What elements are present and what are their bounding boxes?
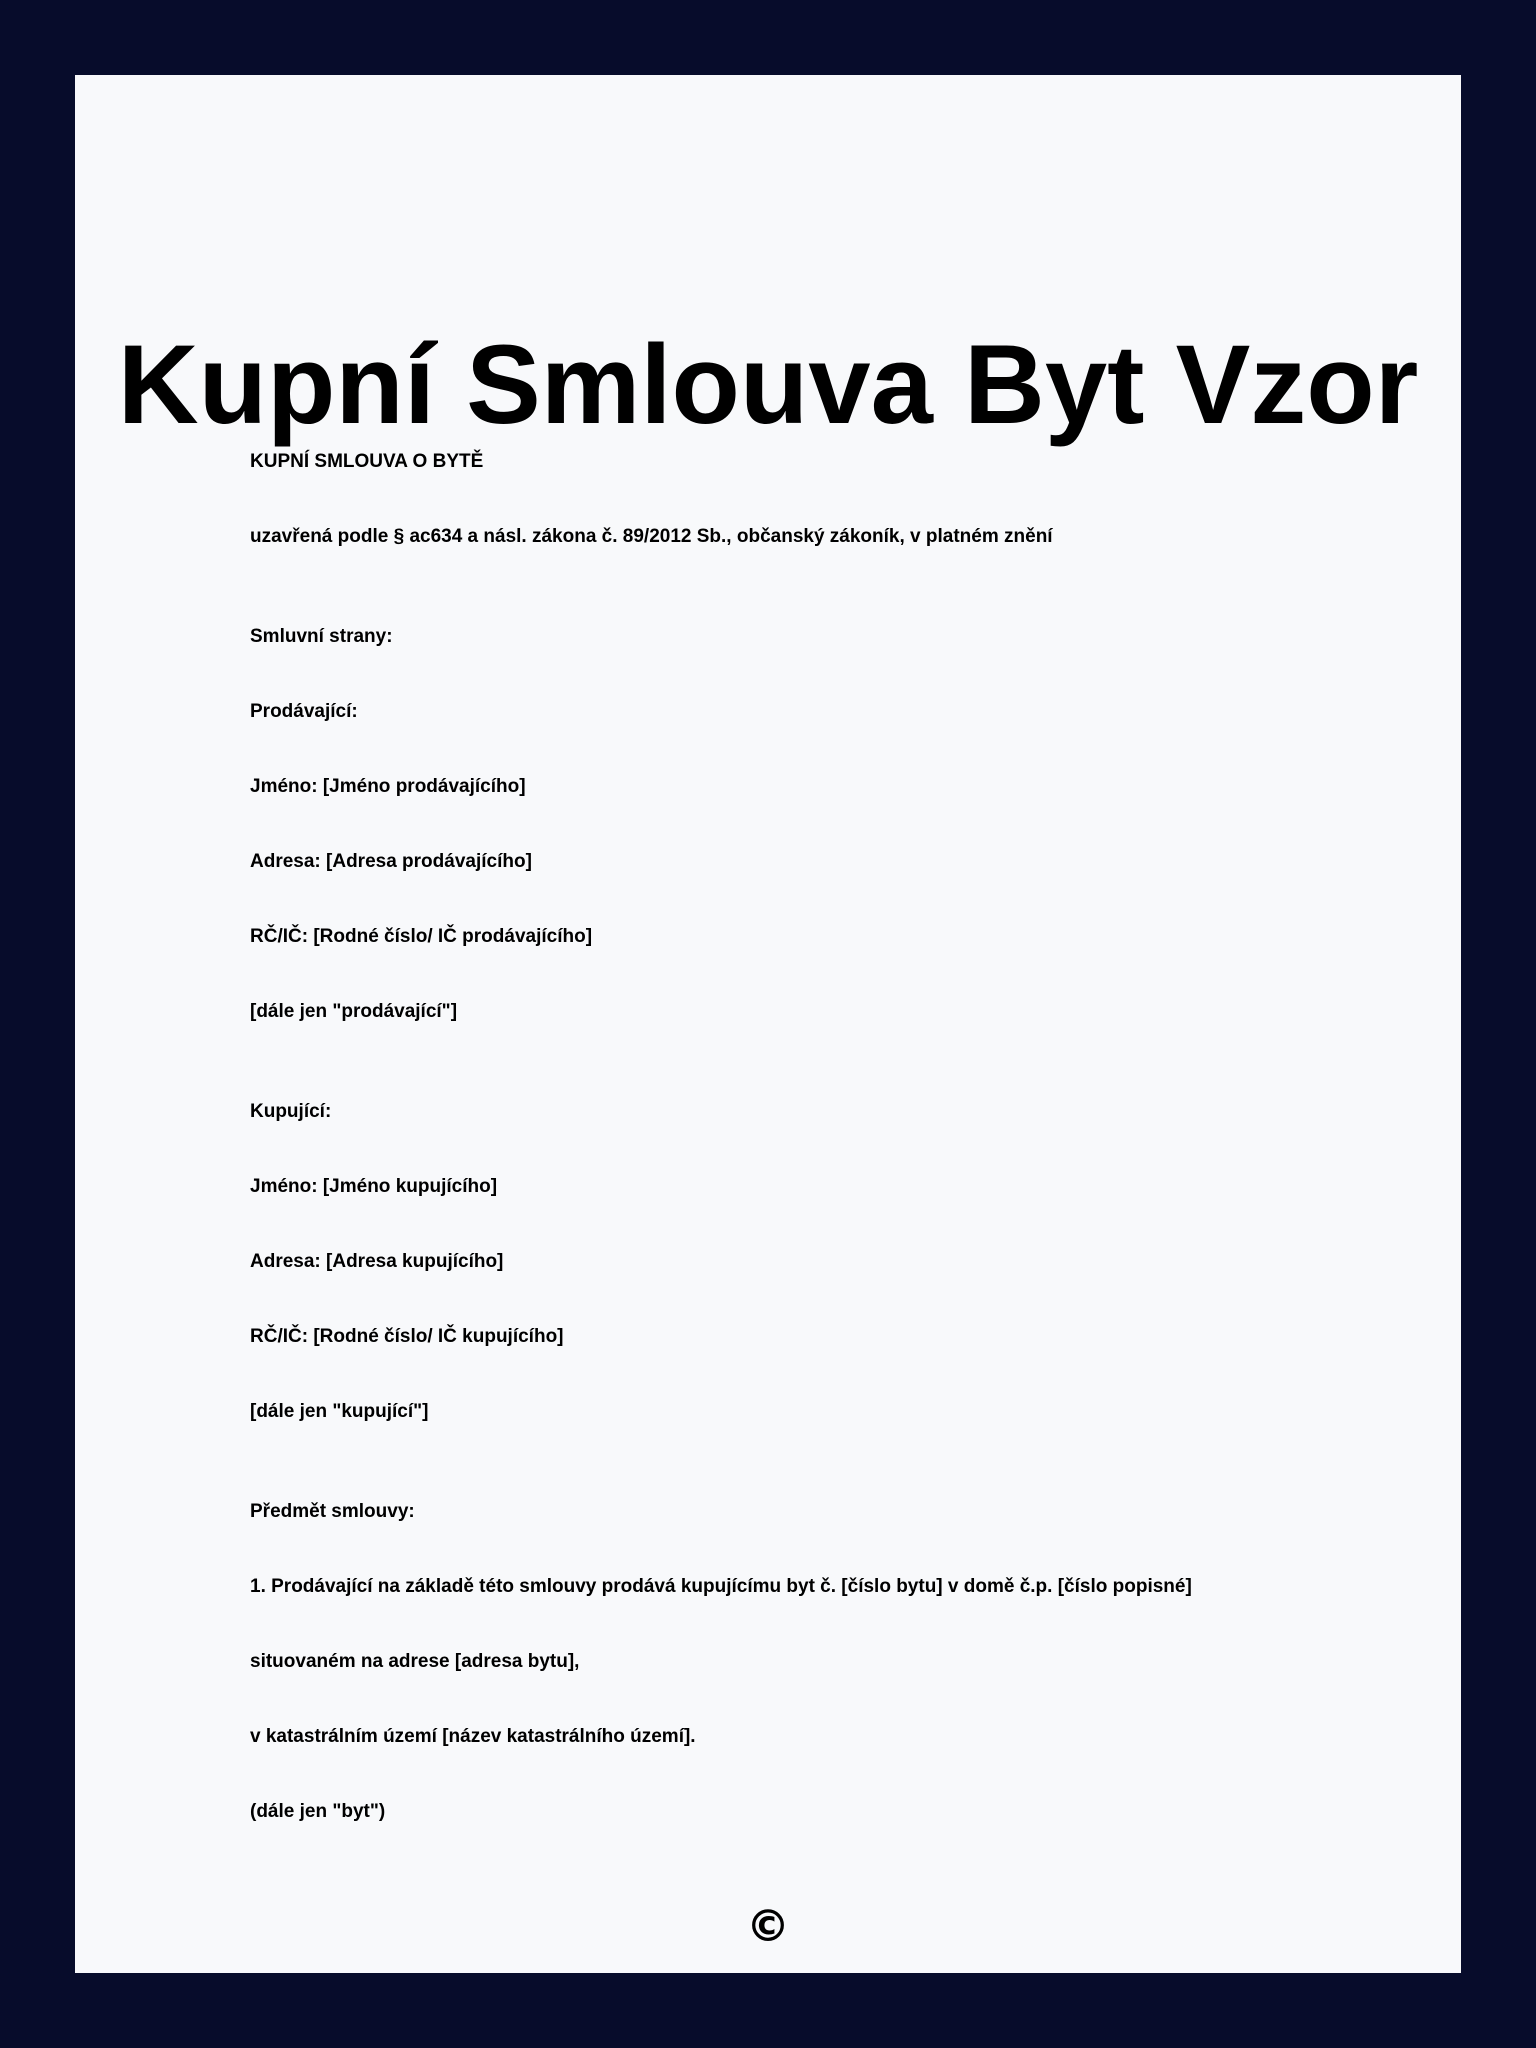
buyer-address-line: Adresa: [Adresa kupujícího]: [250, 1251, 504, 1272]
seller-id-line: RČ/IČ: [Rodné číslo/ IČ prodávajícího]: [250, 926, 593, 947]
seller-alias-line: [dále jen "prodávající"]: [250, 1001, 458, 1022]
seller-address-line: Adresa: [Adresa prodávajícího]: [250, 851, 532, 872]
seller-name-line: Jméno: [Jméno prodávajícího]: [250, 776, 526, 797]
subject-clause-line-2: situovaném na adrese [adresa bytu],: [250, 1651, 580, 1672]
legal-basis-line: uzavřená podle § ac634 a násl. zákona č. 89/2012 Sb., občanský zákoník, v platném znění: [250, 526, 1053, 547]
buyer-heading: Kupující:: [250, 1101, 332, 1122]
document-page: [75, 75, 1461, 1973]
buyer-name-line: Jméno: [Jméno kupujícího]: [250, 1176, 498, 1197]
buyer-id-line: RČ/IČ: [Rodné číslo/ IČ kupujícího]: [250, 1326, 564, 1347]
buyer-alias-line: [dále jen "kupující"]: [250, 1401, 429, 1422]
subject-heading: Předmět smlouvy:: [250, 1501, 415, 1522]
subject-clause-line-3: v katastrálním území [název katastrálního území].: [250, 1726, 696, 1747]
page-title: Kupní Smlouva Byt Vzor: [117, 322, 1419, 447]
subject-clause-line-1: 1. Prodávající na základě této smlouvy prodává kupujícímu byt č. [číslo bytu] v domě č.p. [číslo popisné]: [250, 1576, 1192, 1597]
contract-heading: KUPNÍ SMLOUVA O BYTĚ: [250, 451, 484, 472]
parties-heading: Smluvní strany:: [250, 626, 393, 647]
subject-alias-line: (dále jen "byt"): [250, 1801, 386, 1822]
copyright-icon: ©: [746, 1901, 790, 1952]
seller-heading: Prodávající:: [250, 701, 358, 722]
